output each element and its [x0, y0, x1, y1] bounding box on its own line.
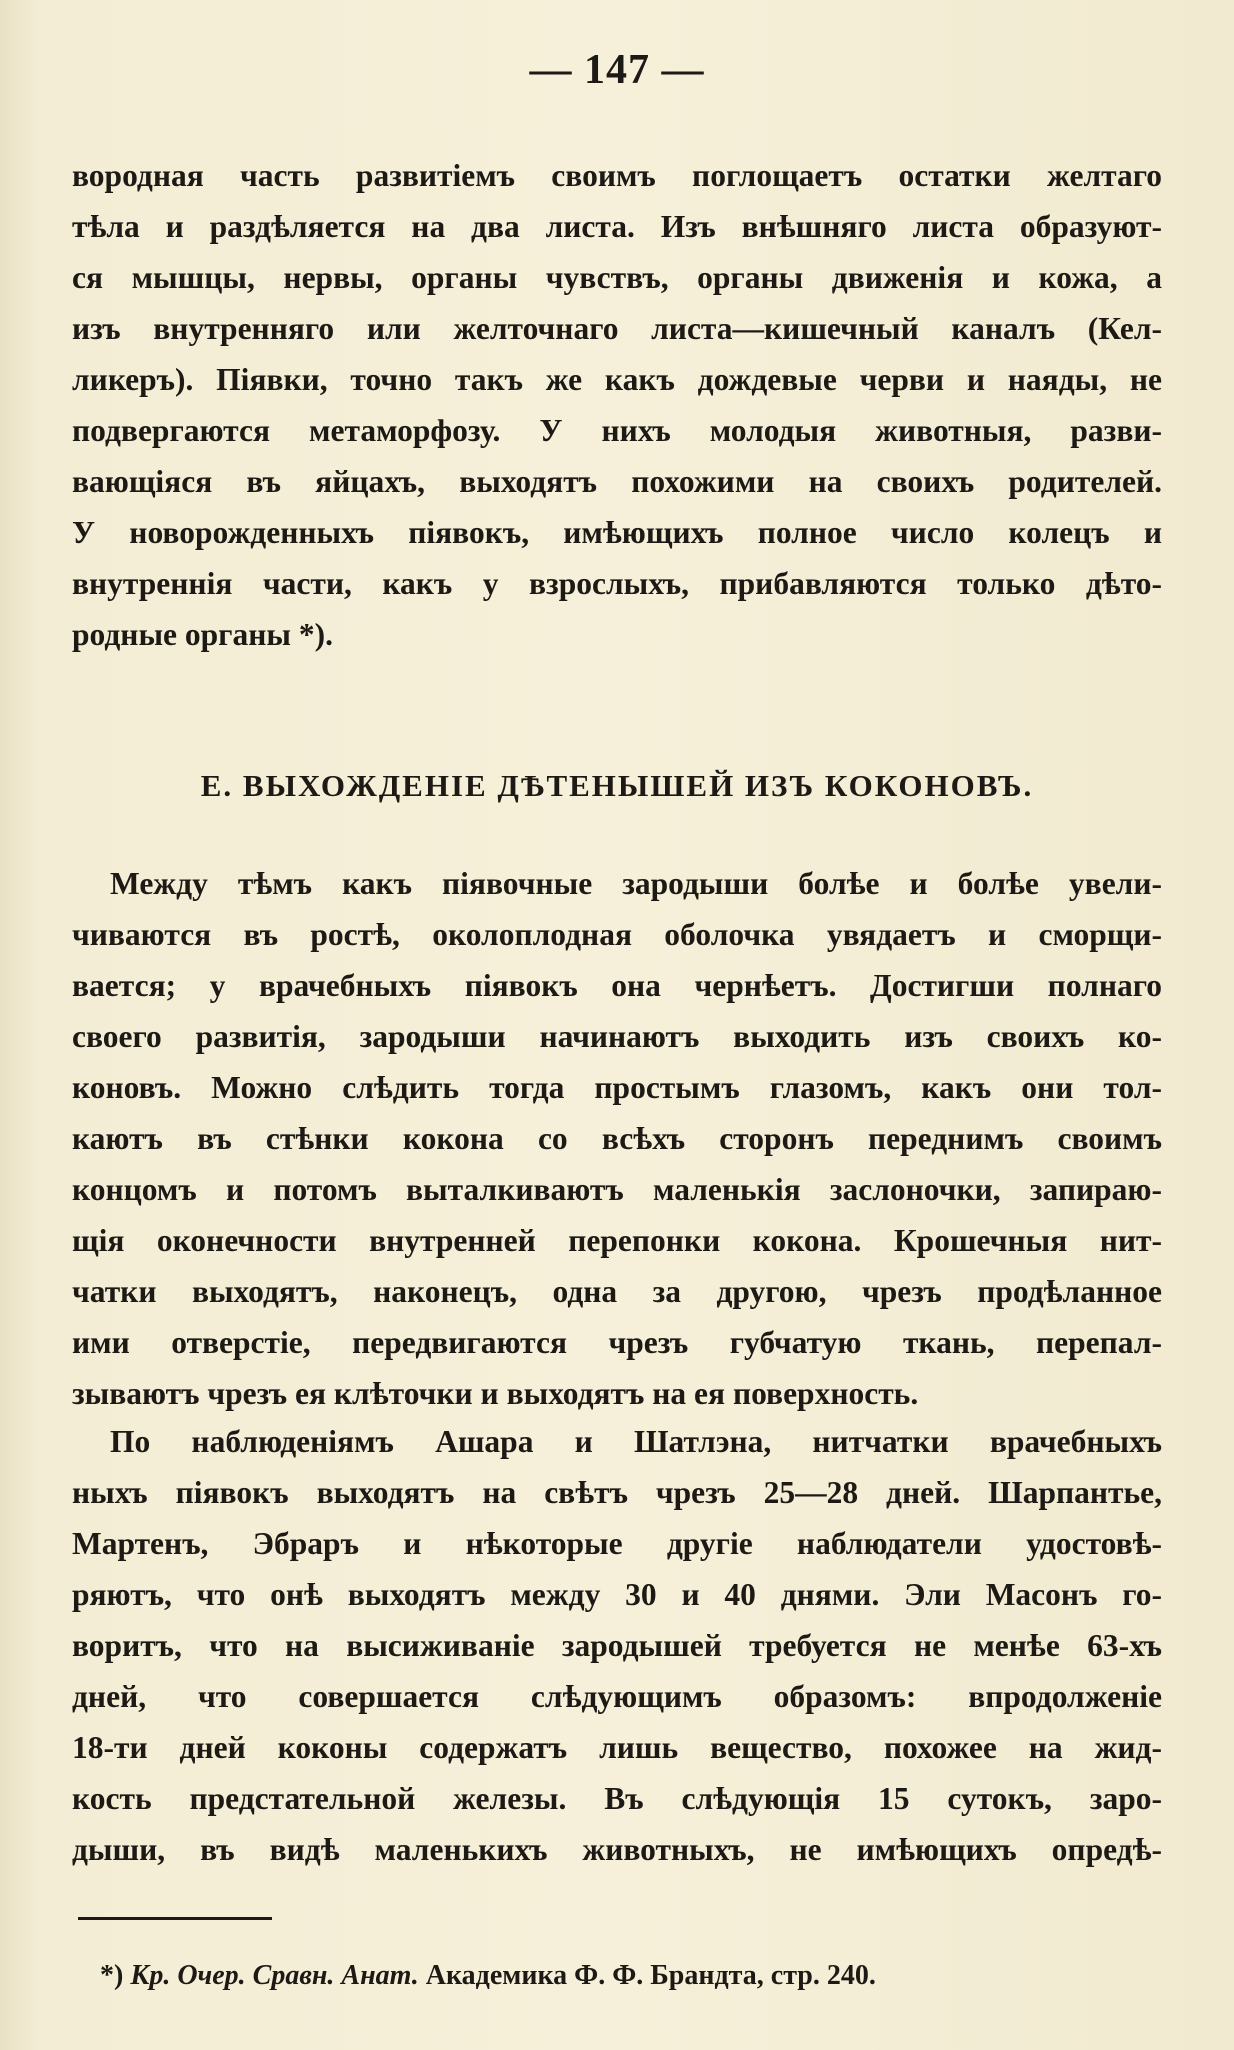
text-line: ликеръ). Піявки, точно такъ же какъ дождевые черви и наяды, не [72, 362, 1162, 397]
text-line: щія оконечности внутренней перепонки кокона. Крошечныя нит- [72, 1223, 1162, 1258]
text-line: вается; у врачебныхъ піявокъ она чернѣетъ. Достигши полнаго [72, 968, 1162, 1003]
footnote-divider [78, 1917, 272, 1920]
text-line: родные органы *). [72, 617, 333, 652]
text-line: изъ внутренняго или желточнаго листа—кишечный каналъ (Кел- [72, 311, 1162, 346]
footnote-source-detail: Академика Ф. Ф. Брандта, стр. 240. [425, 1960, 876, 1991]
text-line: По наблюденіямъ Ашара и Шатлэна, нитчатки врачебныхъ [110, 1424, 1162, 1459]
text-line: дыши, въ видѣ маленькихъ животныхъ, не имѣющихъ опредѣ- [72, 1832, 1162, 1867]
text-line: вающіяся въ яйцахъ, выходятъ похожими на своихъ родителей. [72, 464, 1162, 499]
text-line: 18-ти дней коконы содержатъ лишь вещество, похожее на жид- [72, 1730, 1162, 1765]
text-line: ими отверстіе, передвигаются чрезъ губчатую ткань, перепал- [72, 1325, 1162, 1360]
text-line: чатки выходятъ, наконецъ, одна за другою, чрезъ продѣланное [72, 1274, 1162, 1309]
text-line: дней, что совершается слѣдующимъ образомъ: впродолженіе [72, 1679, 1162, 1714]
text-line: каютъ въ стѣнки кокона со всѣхъ сторонъ переднимъ своимъ [72, 1121, 1162, 1156]
page-number: — 147 — [529, 47, 705, 93]
text-line: зываютъ чрезъ ея клѣточки и выходятъ на ея поверхность. [72, 1376, 919, 1411]
text-line: воритъ, что на высиживаніе зародышей требуется не менѣе 63-хъ [72, 1628, 1162, 1663]
text-line: тѣла и раздѣляется на два листа. Изъ внѣшняго листа образуют- [72, 209, 1162, 244]
text-line: вородная часть развитіемъ своимъ поглощаетъ остатки желтаго [72, 158, 1162, 193]
footnote-source-title: Кр. Очер. Сравн. Анат. [130, 1960, 419, 1991]
section-heading: E. ВЫХОЖДЕНІЕ ДѢТЕНЫШЕЙ ИЗЪ КОКОНОВЪ. [200, 768, 1034, 803]
text-line: внутреннія части, какъ у взрослыхъ, прибавляются только дѣто- [72, 566, 1162, 601]
text-line: Между тѣмъ какъ піявочные зародыши болѣе и болѣе увели- [110, 866, 1162, 901]
text-line: ся мышцы, нервы, органы чувствъ, органы движенія и кожа, а [72, 260, 1162, 295]
text-line: ныхъ піявокъ выходятъ на свѣтъ чрезъ 25—28 дней. Шарпантье, [72, 1475, 1162, 1510]
text-line: ряютъ, что онѣ выходятъ между 30 и 40 днями. Эли Масонъ го- [72, 1577, 1162, 1612]
footnote [100, 1960, 1160, 1992]
paragraph-3 [72, 1416, 1162, 1875]
text-line: коновъ. Можно слѣдить тогда простымъ глазомъ, какъ они тол- [72, 1070, 1162, 1105]
text-line: У новорожденныхъ піявокъ, имѣющихъ полное число колецъ и [72, 515, 1162, 550]
paragraph-1 [72, 150, 1162, 660]
paragraph-2 [72, 858, 1162, 1419]
text-line: своего развитія, зародыши начинаютъ выходить изъ своихъ ко- [72, 1019, 1162, 1054]
text-line: кость предстательной железы. Въ слѣдующія 15 сутокъ, заро- [72, 1781, 1162, 1816]
text-line: чиваются въ ростѣ, околоплодная оболочка увядаетъ и сморщи- [72, 917, 1162, 952]
text-line: подвергаются метаморфозу. У нихъ молодыя животныя, разви- [72, 413, 1162, 448]
footnote-marker: *) [100, 1960, 124, 1991]
text-line: концомъ и потомъ выталкиваютъ маленькія заслоночки, запираю- [72, 1172, 1162, 1207]
text-line: Мартенъ, Эбраръ и нѣкоторые другіе наблюдатели удостовѣ- [72, 1526, 1162, 1561]
